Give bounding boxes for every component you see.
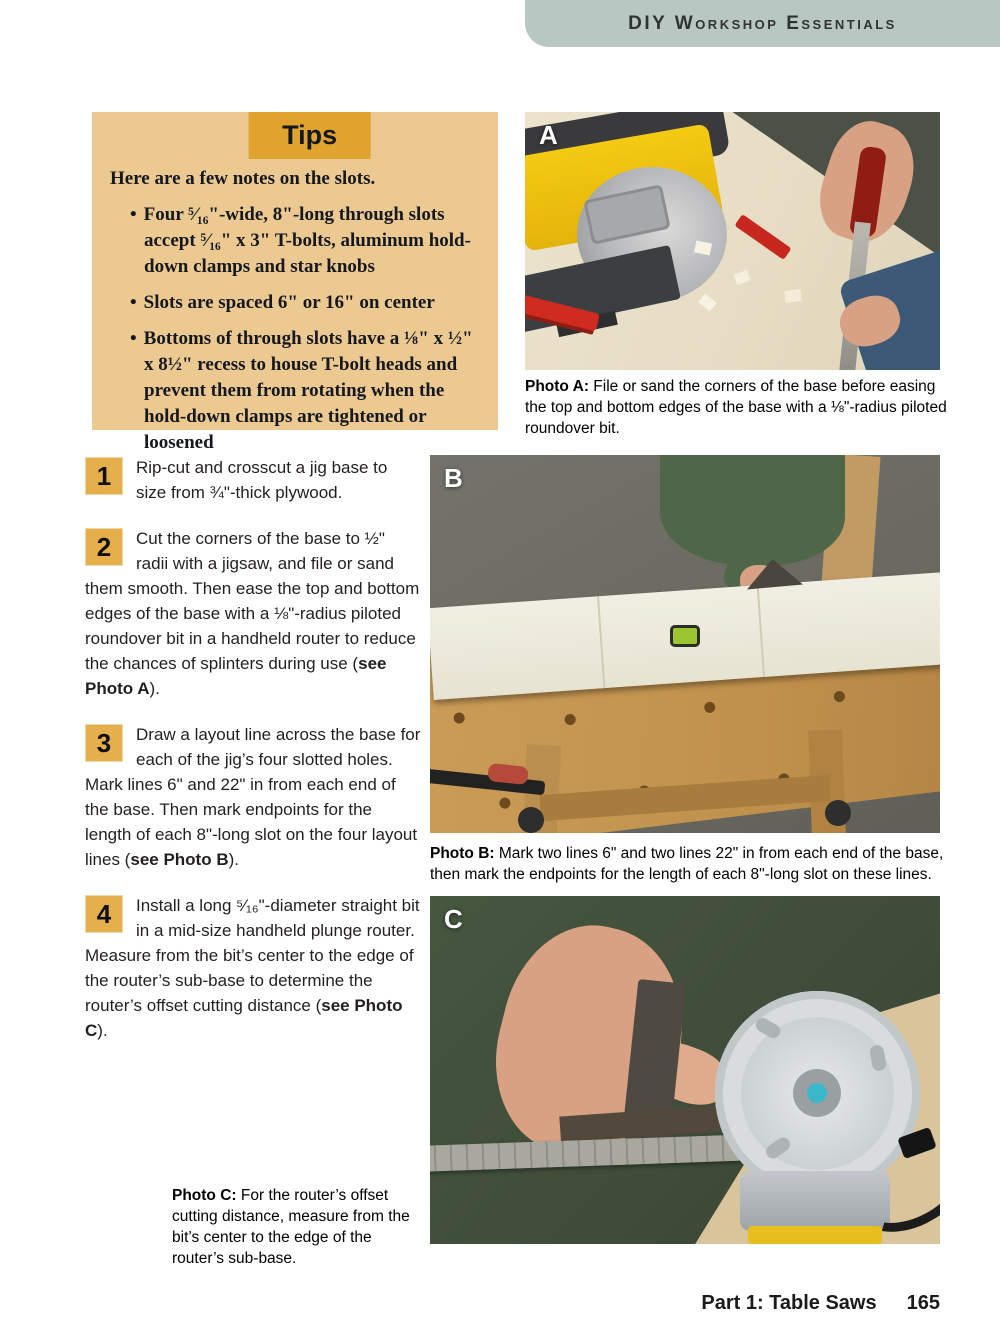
photo-c (430, 896, 940, 1244)
step-number-badge: 2 (85, 528, 123, 566)
photo-b-caption: Photo B: Mark two lines 6" and two lines 22" in from each end of the base, then mark the endpoints for the length of each 8"-long slot on these lines. (430, 845, 944, 883)
page-footer (701, 1292, 940, 1315)
chapter-title: DIY Workshop Essentials (628, 12, 897, 34)
steps-column (85, 455, 421, 1064)
step-number-badge: 1 (85, 457, 123, 495)
photo-c-caption: Photo C: For the router’s offset cutting distance, measure from the bit’s center to the edge of the router’s sub-base. (172, 1187, 410, 1267)
photo-a-caption: Photo A: File or sand the corners of the base before easing the top and bottom edges of the base with a ⅛"-radius piloted roundover bit. (525, 378, 947, 437)
chapter-header-bar (525, 0, 1000, 47)
caster-wheel (825, 800, 851, 826)
photo-a (525, 112, 940, 370)
router-motor-band (748, 1226, 882, 1244)
step-item-2: 2 Cut the corners of the base to ½" radii with a jigsaw, and file or sand them smooth. Then ease the top and bottom edges of the base with a ⅛"-radius piloted roundover bit in a handheld router to reduce the chances of splinters during use (see Photo A). (85, 529, 420, 698)
tips-intro: Here are a few notes on the slots. (110, 168, 376, 189)
bullet-icon: • (130, 204, 137, 225)
footer-section: Part 1: Table Saws (701, 1292, 877, 1314)
caster-wheel (518, 807, 544, 833)
step-photo-ref: see Photo C (85, 996, 403, 1040)
photo-b (430, 455, 940, 833)
step-item-4: 4 Install a long ⁵⁄₁₆"-diameter straight bit in a mid-size handheld plunge router. Measure from the bit’s center to the edge of the router’s sub-base to determine the router’s offset cutting distance (see Photo C). (85, 896, 420, 1040)
tips-bullet: • Bottoms of through slots have a ⅛" x ½" x 8½" recess to house T-bolt heads and prevent them from rotating when the hold-down clamps are tightened or loosened (130, 328, 473, 453)
wood-chips (665, 242, 845, 332)
photo-c-label: C (444, 904, 463, 934)
step-item-3: 3 Draw a layout line across the base for each of the jig’s four slotted holes. Mark lines 6" and 22" in from each end of the base. Then mark endpoints for the length of each 8"-long slot on the four layout lines (see Photo B). (85, 725, 421, 869)
tips-box (92, 112, 498, 453)
step-text: Install a long ⁵⁄₁₆"-diameter straight bit in a mid-size handheld plunge router. Measure from the bit’s center to the edge of the router’s sub-base to determine the router’s offset cutting distance ( (85, 896, 420, 1015)
bullet-icon: • (130, 328, 137, 349)
step-number-badge: 4 (85, 895, 123, 933)
step-text: Draw a layout line across the base for each of the jig’s four slotted holes. Mark lines 6" and 22" in from each end of the base. Then mark endpoints for the length of each 8"-long slot on the four layout lines ( (85, 725, 421, 869)
photo-b-label: B (444, 463, 463, 493)
tips-body (110, 168, 484, 466)
tips-box-label: Tips (249, 112, 371, 159)
tips-bullet: • Slots are spaced 6" or 16" on center (130, 292, 435, 313)
step-text: Cut the corners of the base to ½" radii with a jigsaw, and file or sand them smooth. Then ease the top and bottom edges of the base with a ⅛"-radius piloted roundover bit in a handheld router to reduce the chances of splinters during use ( (85, 529, 420, 673)
bullet-icon: • (130, 292, 137, 313)
tips-bullet: • Four ⁵⁄₁₆"-wide, 8"-long through slots accept ⁵⁄₁₆" x 3" T-bolts, aluminum hold-down clamps and star knobs (130, 204, 471, 277)
page-number: 165 (906, 1292, 940, 1314)
step-item-1 (85, 455, 421, 505)
photo-a-label: A (539, 120, 558, 150)
step-text: Rip-cut and crosscut a jig base to size from ¾"-thick plywood. (136, 458, 388, 502)
step-number-badge: 3 (85, 724, 123, 762)
step-photo-ref: see Photo B (130, 850, 229, 869)
step-photo-ref: see Photo A (85, 654, 387, 698)
tape-measure-illustration (670, 625, 700, 647)
